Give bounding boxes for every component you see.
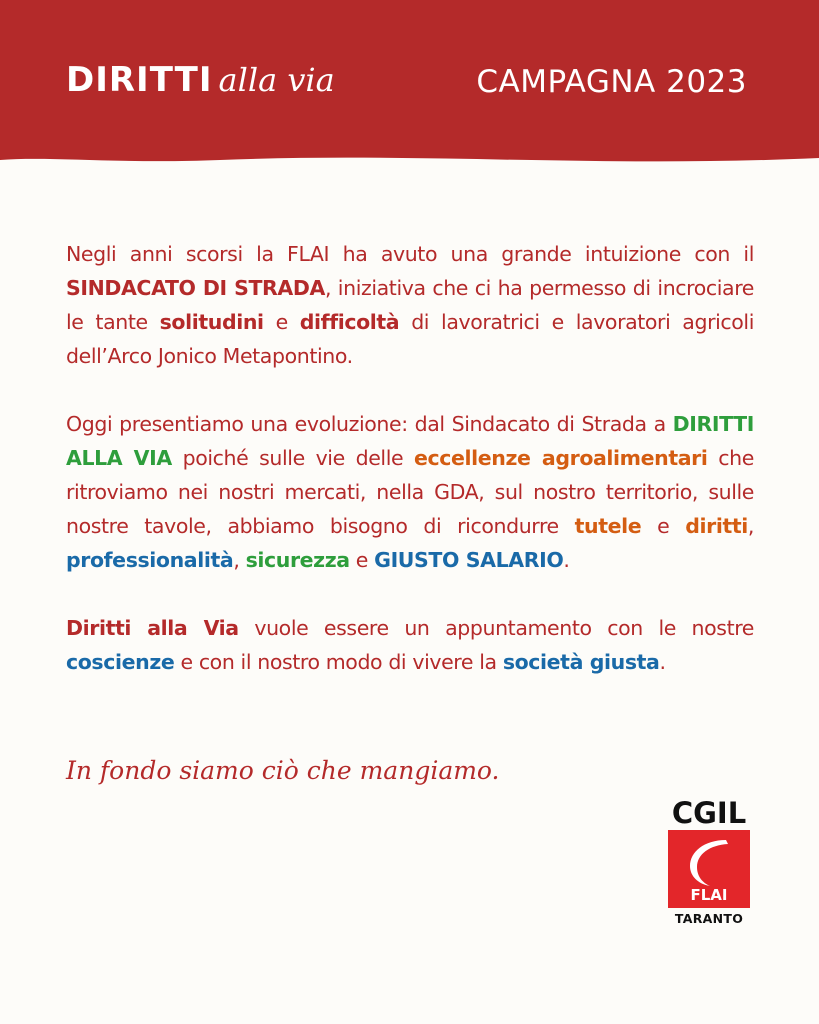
p3-text-2: e con il nostro modo di vivere la: [180, 650, 497, 674]
p2-and-2: e: [355, 548, 369, 572]
cgil-flai-logo: [668, 796, 750, 926]
logo-red-box: [668, 830, 750, 908]
p2-comma-2: ,: [233, 548, 240, 572]
p1-difficolta: difficoltà: [299, 310, 400, 334]
p2-text-3: che ritroviamo nei nostri mercati, nella GDA, sul nostro territorio, sulle nostre tavole, abbiamo bisogno di ricondurre: [66, 446, 754, 538]
p3-societa-giusta: società giusta: [502, 650, 660, 674]
p1-and: e: [275, 310, 288, 334]
p2-text-1: Oggi presentiamo una evoluzione: dal Sindacato di Strada a: [66, 412, 666, 436]
logo-flai-text: FLAI: [690, 886, 728, 904]
brand-title: [66, 60, 335, 100]
p1-text-3: di lavoratrici e lavoratori agricoli dell’Arco Jonico Metapontino.: [66, 310, 754, 368]
closing-line: In fondo siamo ciò che mangiamo.: [66, 756, 500, 785]
p2-eccellenze-agroalimentari: eccellenze agroalimentari: [414, 446, 708, 470]
p2-and-1: e: [657, 514, 670, 538]
paragraph-1: [66, 237, 754, 373]
p1-text-1: Negli anni scorsi la FLAI ha avuto una grande intuizione con il: [66, 242, 754, 266]
p3-coscienze: coscienze: [66, 650, 175, 674]
p2-professionalita: professionalità: [66, 548, 234, 572]
p2-period: .: [563, 548, 570, 572]
p1-text-2: , iniziativa che ci ha permesso di incrociare le tante: [66, 276, 755, 334]
p2-sicurezza: sicurezza: [245, 548, 350, 572]
p2-giusto-salario: GIUSTO SALARIO: [374, 548, 564, 572]
p1-sindacato-di-strada: SINDACATO DI STRADA: [66, 276, 325, 300]
p3-text-1: vuole essere un appuntamento con le nostre: [254, 616, 754, 640]
p2-tutele: tutele: [574, 514, 642, 538]
paragraph-3: [66, 611, 754, 679]
p3-diritti-alla-via: Diritti alla Via: [66, 616, 239, 640]
p3-period: .: [659, 650, 666, 674]
brand-title-script: alla via: [218, 61, 335, 99]
p1-solitudini: solitudini: [159, 310, 264, 334]
logo-city-text: TARANTO: [674, 911, 744, 926]
brand-title-bold: DIRITTI: [66, 60, 213, 100]
body-text: [66, 237, 754, 713]
p2-text-2: poiché sulle vie delle: [182, 446, 404, 470]
paragraph-2: [66, 407, 754, 577]
p2-diritti-alla-via: DIRITTI ALLA VIA: [66, 412, 754, 470]
campaign-label: CAMPAGNA 2023: [476, 64, 747, 100]
p2-comma-1: ,: [747, 514, 754, 538]
p2-diritti: diritti: [685, 514, 748, 538]
logo-cgil-text: CGIL: [671, 796, 747, 830]
